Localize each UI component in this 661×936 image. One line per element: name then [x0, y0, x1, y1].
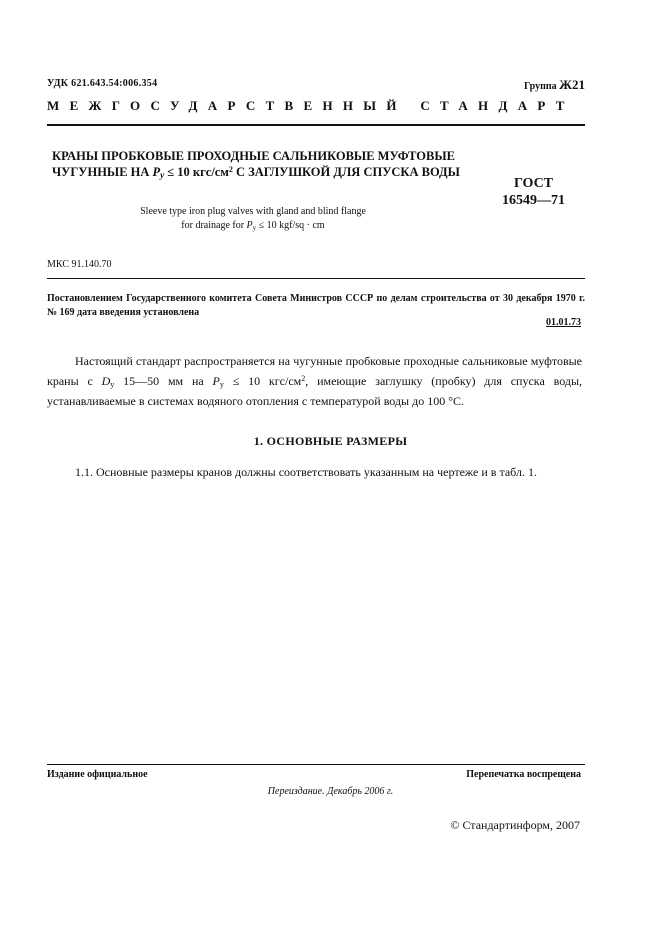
paragraph-1-1: 1.1. Основные размеры кранов должны соответствовать указанным на чертеже и в табл. 1.: [75, 465, 537, 479]
title-superscript: 2: [228, 165, 233, 174]
title-text: ≤ 10 кгс/см: [164, 165, 229, 179]
pressure-symbol: P: [152, 165, 161, 179]
english-title-line-2: [118, 219, 388, 235]
pressure-subscript: y: [252, 224, 257, 232]
intro-text: Настоящий стандарт распространяется на чугунные пробковые проходные сальниковые муфтовые краны с: [47, 354, 582, 388]
pressure-symbol: P: [212, 374, 220, 388]
mks-code: МКС 91.140.70: [47, 259, 112, 270]
intro-superscript: 2: [301, 374, 306, 383]
resolution-text: Постановлением Государственного комитета Совета Министров СССР по делам строительства от 30 декабря 1970 г. № 169 дата введения установлена: [47, 293, 585, 318]
pressure-subscript: у: [160, 170, 165, 180]
diameter-subscript: у: [110, 380, 115, 389]
english-text: ≤ 10 kgf/sq · cm: [256, 220, 325, 231]
footer-rule: [47, 764, 585, 765]
english-text: for drainage for: [181, 220, 247, 231]
title-line-1: КРАНЫ ПРОБКОВЫЕ ПРОХОДНЫЕ САЛЬНИКОВЫЕ МУФТОВЫЕ: [52, 149, 455, 163]
intro-text: ≤ 10 кгс/см: [223, 374, 302, 388]
english-title-line-1: Sleeve type iron plug valves with gland and blind flange: [140, 206, 366, 217]
gost-number: 16549—71: [502, 193, 565, 208]
intro-text: 15—50 мм на: [114, 374, 213, 388]
title-text: ЧУГУННЫЕ НА: [52, 165, 153, 179]
pressure-symbol: P: [246, 220, 253, 231]
header-rule: [47, 124, 585, 126]
effective-date: 01.01.73: [546, 317, 581, 328]
english-title: [118, 205, 388, 235]
gost-designation: [502, 175, 565, 209]
reissue-note: Переиздание. Декабрь 2006 г.: [267, 786, 394, 797]
section-heading: 1. ОСНОВНЫЕ РАЗМЕРЫ: [253, 434, 408, 448]
group-code: [524, 77, 585, 93]
official-edition-note: Издание официальное: [47, 769, 148, 780]
intro-paragraph: [47, 353, 582, 410]
group-label: Группа: [523, 81, 560, 92]
title-text: С ЗАГЛУШКОЙ ДЛЯ СПУСКА ВОДЫ: [232, 165, 460, 179]
mks-rule: [47, 278, 585, 279]
diameter-symbol: D: [101, 374, 111, 388]
reprint-ban-note: Перепечатка воспрещена: [466, 769, 581, 780]
gost-label: ГОСТ: [513, 176, 554, 191]
interstate-standard-heading: МЕЖГОСУДАРСТВЕННЫЙ СТАНДАРТ: [47, 98, 575, 113]
copyright-note: © Стандартинформ, 2007: [450, 818, 580, 832]
group-code-value: Ж21: [559, 77, 585, 92]
document-title: [52, 149, 482, 182]
intro-text: , имеющие заглушку (пробку) для спуска воды, устанавливаемые в системах водяного отопления с температурой воды до 100 °С.: [47, 374, 583, 408]
pressure-subscript: у: [219, 380, 224, 389]
udk-code: УДК 621.643.54:006.354: [47, 78, 158, 89]
title-line-2: [52, 163, 482, 182]
